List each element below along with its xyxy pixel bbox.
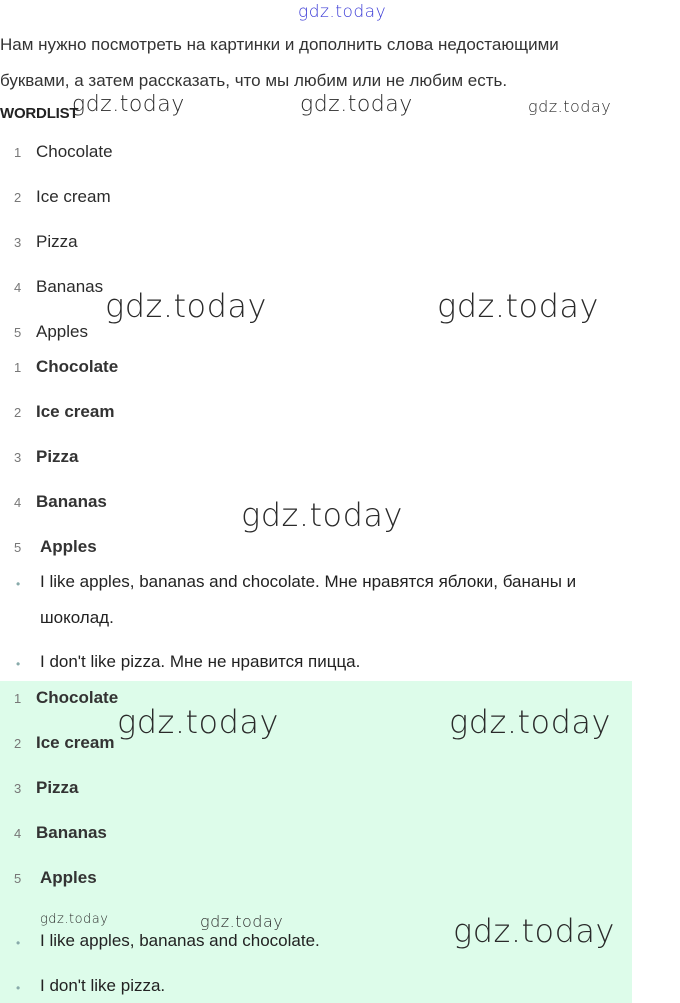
watermark: gdz.today bbox=[105, 287, 267, 325]
list-number: 3 bbox=[14, 450, 22, 465]
list-item: Chocolate bbox=[36, 357, 119, 376]
watermark: gdz.today bbox=[200, 912, 284, 931]
sentence-dislike: I don't like pizza. Мне не нравится пицца. bbox=[40, 652, 361, 671]
watermark: gdz.today bbox=[449, 703, 611, 741]
list-number: 1 bbox=[14, 691, 22, 706]
watermark: gdz.today bbox=[528, 97, 612, 116]
list-number: 3 bbox=[14, 781, 22, 796]
bullet: • bbox=[16, 657, 21, 671]
list-number: 2 bbox=[14, 190, 22, 205]
list-item: Bananas bbox=[36, 492, 107, 511]
watermark: gdz.today bbox=[72, 92, 185, 117]
sentence-like: I like apples, bananas and chocolate. Мне нравятся яблоки, бананы и bbox=[40, 572, 577, 591]
list-number: 3 bbox=[14, 235, 22, 250]
list-number: 2 bbox=[14, 405, 22, 420]
bullet: • bbox=[16, 936, 21, 950]
list-item: Pizza bbox=[36, 232, 78, 251]
list-number: 1 bbox=[14, 360, 22, 375]
list-item: Ice cream bbox=[36, 733, 115, 752]
watermark: gdz.today bbox=[241, 496, 403, 534]
list-item: Chocolate bbox=[36, 142, 113, 161]
bullet: • bbox=[16, 981, 21, 995]
list-number: 2 bbox=[14, 736, 22, 751]
list-item: Apples bbox=[40, 868, 97, 887]
intro-line-2: буквами, а затем рассказать, что мы любим или не любим есть. bbox=[0, 71, 508, 90]
list-item: Ice cream bbox=[36, 402, 115, 421]
list-number: 4 bbox=[14, 495, 22, 510]
list-item: Ice cream bbox=[36, 187, 111, 206]
sentence-like: I like apples, bananas and chocolate. bbox=[40, 931, 320, 950]
sentence-like-cont: шоколад. bbox=[40, 608, 114, 627]
list-item: Apples bbox=[40, 537, 97, 556]
watermark: gdz.today bbox=[40, 912, 109, 927]
intro-line-1: Нам нужно посмотреть на картинки и дополнить слова недостающими bbox=[0, 35, 559, 54]
list-number: 4 bbox=[14, 280, 22, 295]
list-item: Bananas bbox=[36, 277, 104, 296]
list-item: Chocolate bbox=[36, 688, 119, 707]
bullet: • bbox=[16, 577, 21, 591]
list-item: Pizza bbox=[36, 778, 79, 797]
list-number: 1 bbox=[14, 145, 22, 160]
list-number: 5 bbox=[14, 540, 22, 555]
list-number: 5 bbox=[14, 325, 22, 340]
list-item: Apples bbox=[36, 322, 88, 341]
watermark: gdz.today bbox=[300, 92, 413, 117]
list-item: Pizza bbox=[36, 447, 79, 466]
watermark: gdz.today bbox=[453, 912, 615, 950]
list-number: 5 bbox=[14, 871, 22, 886]
wordlist-heading: WORDLIST bbox=[0, 105, 79, 122]
watermark: gdz.today bbox=[437, 287, 599, 325]
list-number: 4 bbox=[14, 826, 22, 841]
watermark: gdz.today bbox=[298, 2, 387, 22]
watermark: gdz.today bbox=[117, 703, 279, 741]
sentence-dislike: I don't like pizza. bbox=[40, 976, 166, 995]
list-item: Bananas bbox=[36, 823, 107, 842]
